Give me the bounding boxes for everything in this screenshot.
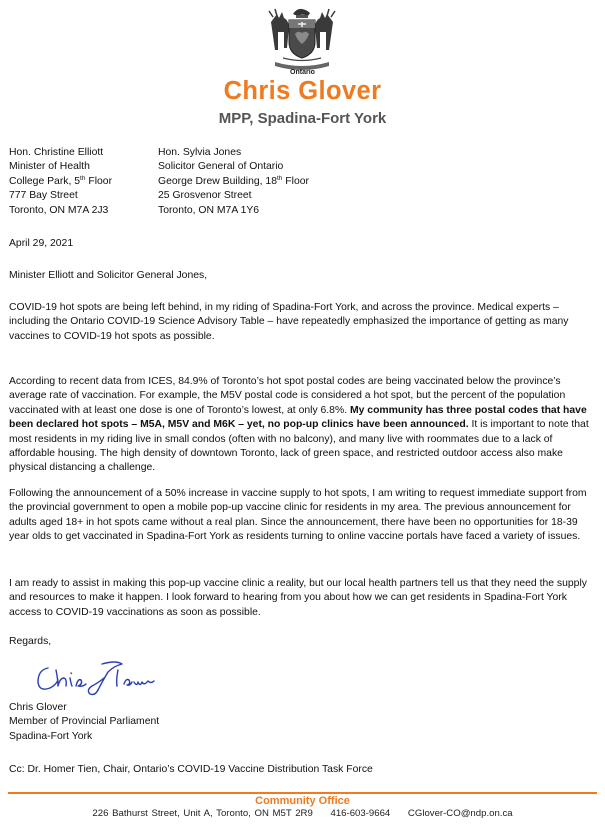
signer-name: Chris Glover — [9, 702, 67, 713]
ontario-coat-of-arms-logo — [267, 4, 337, 76]
recipient-line: Hon. Christine Elliott — [9, 147, 104, 158]
body-paragraph-1: COVID-19 hot spots are being left behind, in my riding of Spadina-Fort York, and across the province. Medical experts – including the Ontario COVID-19 Science Advisory Table – have repeatedly emphasized the importance of getting as many vaccines to COVID-19 hot spots as possible. — [9, 302, 569, 342]
emphasis-text: My community has three postal codes that have been declared hot spots – M5A, M5V and M6K – yet, no pop-up clinics have been announced. — [9, 404, 587, 431]
recipient-line: Solicitor General of Ontario — [158, 161, 284, 173]
signature-block — [9, 701, 159, 744]
letterhead-name: Chris Glover — [223, 77, 382, 105]
recipient-line: Toronto, ON M7A 2J3 — [9, 204, 109, 216]
footer-email[interactable]: CGlover-CO@ndp.on.ca — [407, 808, 513, 819]
crest-label: Ontario — [290, 69, 315, 76]
body-paragraph-4: I am ready to assist in making this pop-up vaccine clinic a reality, but our local health partners tell us that they need the supply and resources to make it happen. I look forward to hearing from you about how we can get residents in Spadina-Fort York access to COVID-19 vaccinations as soon as possible. — [9, 578, 587, 618]
footer-divider — [8, 792, 597, 794]
recipient-line: George Drew Building, 18th Floor — [158, 174, 309, 187]
recipient-line: 25 Grosvenor Street — [158, 190, 252, 202]
signer-riding: Spadina-Fort York — [9, 730, 93, 742]
footer-phone: 416-603-9664 — [330, 808, 391, 819]
recipient-line: Toronto, ON M7A 1Y6 — [158, 204, 260, 216]
recipient-line: Hon. Sylvia Jones — [158, 147, 242, 158]
footer-address: 226 Bathurst Street, Unit A, Toronto, ON M5T 2R9 — [92, 808, 313, 819]
cc-line: Cc: Dr. Homer Tien, Chair, Ontario’s COVID-19 Vaccine Distribution Task Force — [9, 764, 373, 775]
footer-office-label: Community Office — [255, 795, 350, 807]
recipient-line: College Park, 5th Floor — [9, 174, 113, 187]
recipient-line: 777 Bay Street — [9, 190, 78, 202]
signer-title: Member of Provincial Parliament — [9, 716, 160, 728]
handwritten-signature — [34, 656, 164, 698]
salutation: Minister Elliott and Solicitor General Jones, — [9, 270, 208, 281]
body-paragraph-3: Following the announcement of a 50% increase in vaccine supply to hot spots, I am writing to request immediate support from the provincial government to open a mobile pop-up vaccine clinic for residents in my area. The previous announcement for adults aged 18+ in hot spots came without a real plan. Since the announcement, there have been no opportunities for 18-39 year olds to get vaccinated in Spadina-Fort York as residents turning to online vaccine portals have faced a variety of issues. — [9, 488, 587, 543]
footer-contact — [0, 808, 605, 820]
letter-date: April 29, 2021 — [9, 238, 74, 249]
letterhead-riding: MPP, Spadina-Fort York — [218, 110, 387, 127]
recipient-address-jones — [158, 146, 309, 218]
recipient-line: Minister of Health — [9, 161, 90, 173]
closing-regards: Regards, — [9, 636, 52, 647]
recipient-address-elliott — [9, 146, 112, 218]
body-paragraph-2: According to recent data from ICES, 84.9% of Toronto’s hot spot postal codes are being vaccinated below the province’s average rate of vaccination. For example, the M5V postal code is considered a hot spot, but the percent of the population vaccinated with at least one dose is one of Toronto’s lowest, at only 6.8%. My community has three postal codes that have been declared hot spots – M5A, M5V and M6K – yet, no pop-up clinics have been announced. It is important to note that most residents in my riding live in small condos (often with no balcony), and many live with roommates due to a lack of affordable housing. The high density of downtown Toronto, lack of green space, and restricted outdoor access also make physical distancing a challenge. — [9, 376, 589, 474]
